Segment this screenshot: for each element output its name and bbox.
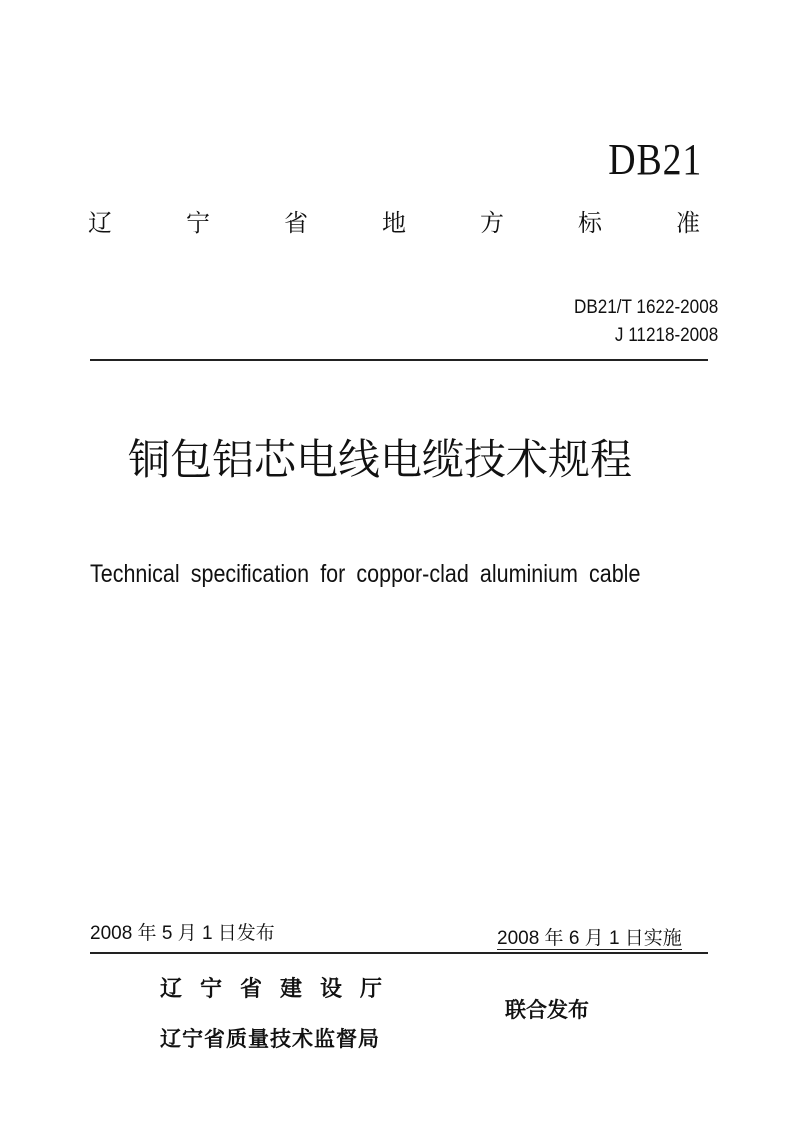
title-chinese: 铜包铝芯电线电缆技术规程	[128, 438, 633, 484]
standard-type	[88, 212, 700, 236]
standard-type-char: 标	[578, 210, 602, 237]
header-divider	[90, 359, 708, 361]
issue-date: 2008 年 5 月 1 日发布	[90, 923, 275, 944]
publisher-quality-bureau: 辽宁省质量技术监督局	[160, 1028, 380, 1051]
standard-number: DB21/T 1622-2008	[573, 297, 718, 318]
publisher-construction-dept: 辽宁省建设厅	[160, 976, 401, 1001]
title-english: Technical specification for coppor-clad aluminium cable	[90, 560, 641, 588]
footer-divider	[90, 952, 708, 954]
record-number: J 11218-2008	[614, 325, 718, 346]
implement-date: 2008 年 6 月 1 日实施	[497, 928, 682, 949]
standard-type-char: 省	[284, 210, 308, 237]
standard-code: DB21	[608, 135, 702, 184]
standard-type-char: 辽	[88, 210, 112, 237]
joint-release-label: 联合发布	[505, 999, 589, 1022]
standard-type-char: 方	[480, 210, 504, 237]
standard-type-char: 地	[382, 210, 406, 237]
standard-type-char: 宁	[186, 210, 210, 237]
standard-numbers	[574, 294, 718, 350]
standard-type-char: 准	[676, 210, 700, 237]
